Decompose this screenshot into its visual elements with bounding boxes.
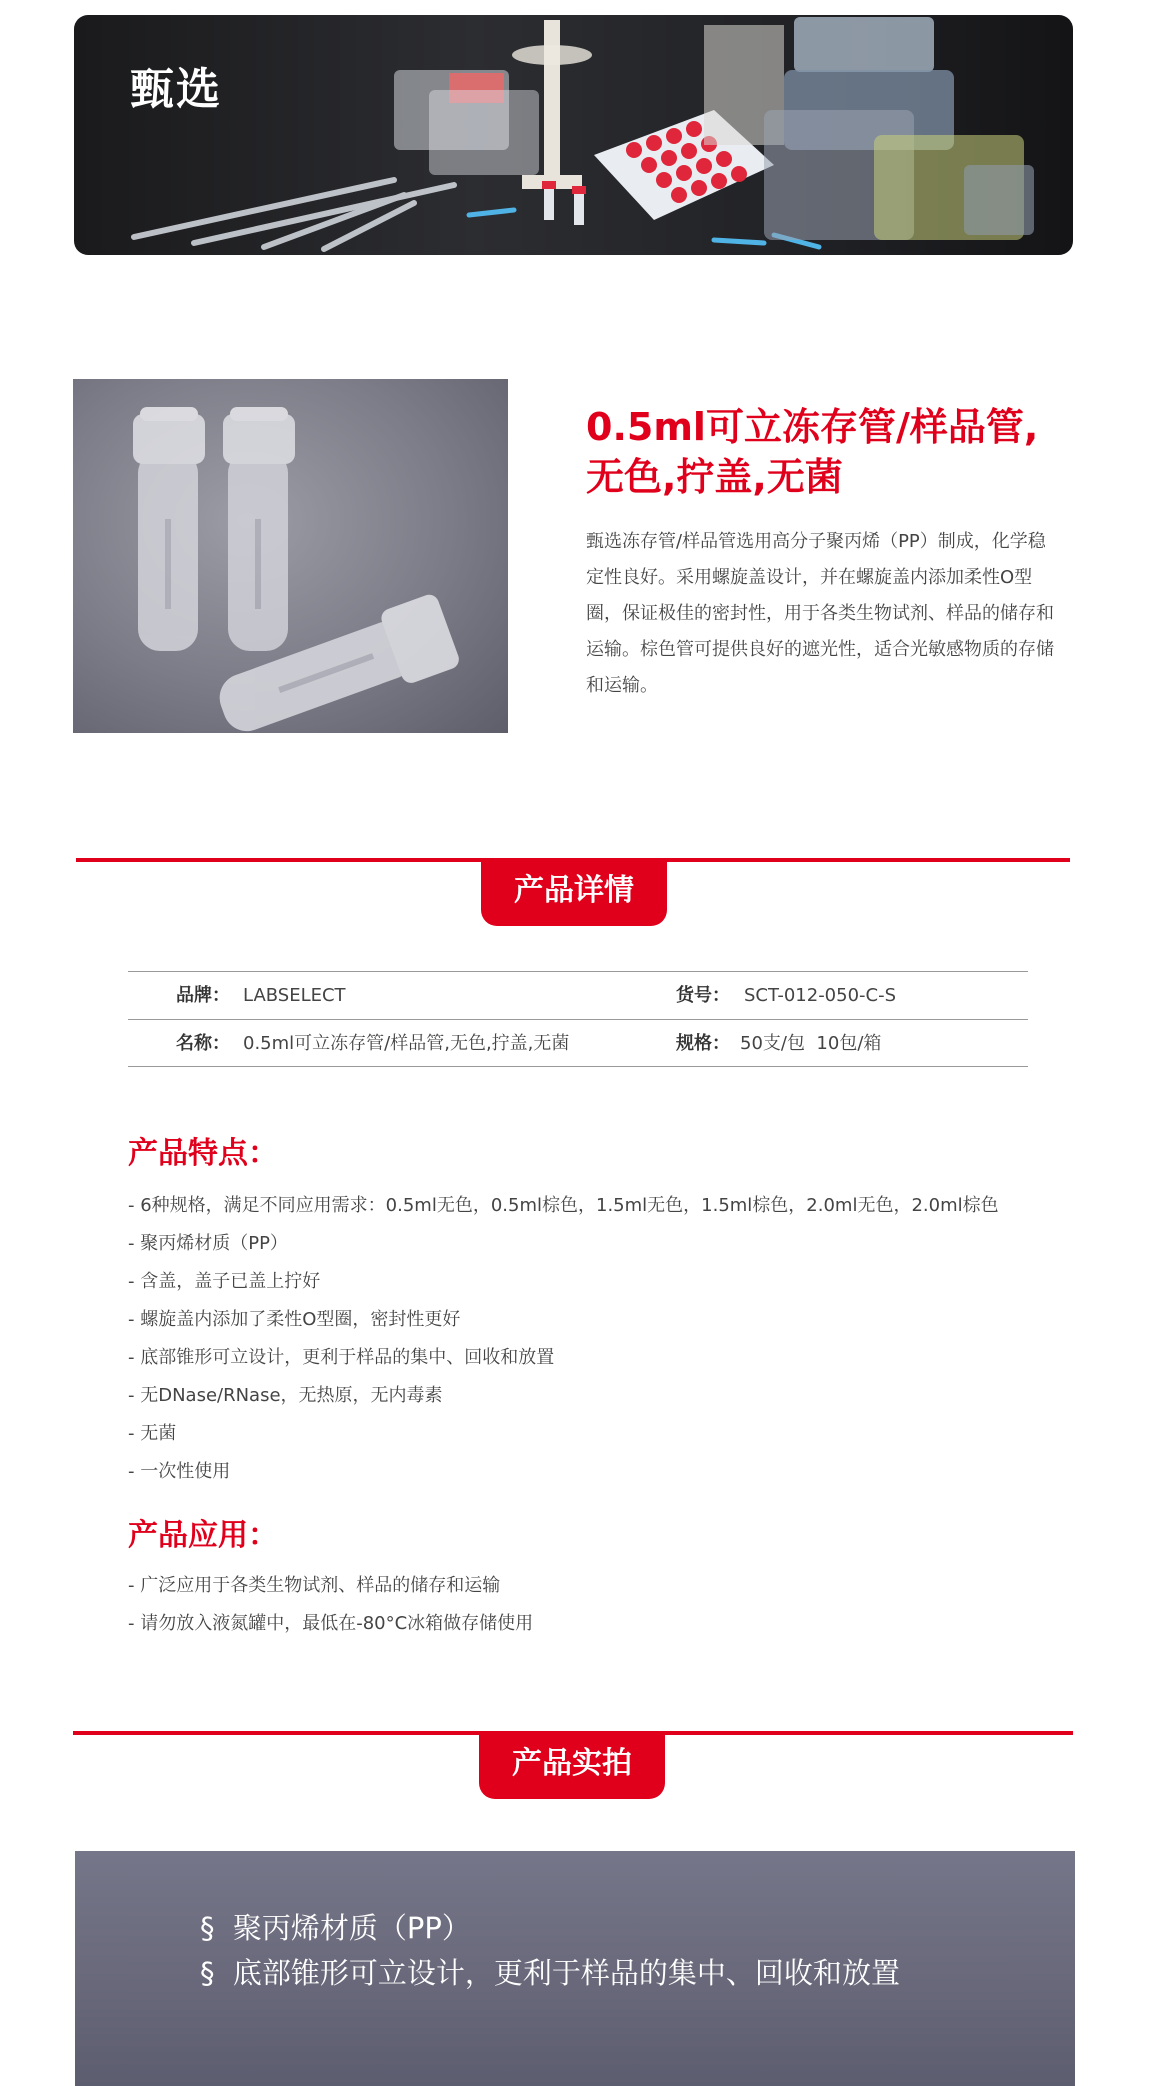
applications-list [128,1567,1088,1643]
list-item: § 底部锥形可立设计，更利于样品的集中、回收和放置 [200,1956,900,1990]
list-item: - 无DNase/RNase，无热原，无内毒素 [128,1385,443,1406]
product-photo-panel [75,1851,1075,2086]
product-info-table [128,971,1028,1067]
section-tab-details: 产品详情 [481,860,667,926]
list-item: § 聚丙烯材质（PP） [200,1911,471,1945]
sku-label: 货号： [676,985,730,1006]
brand-label: 品牌： [176,985,230,1006]
cryovial-illustration [73,379,508,733]
info-row-brand [128,971,1028,1019]
applications-heading: 产品应用： [128,1518,278,1553]
product-title: 0.5ml可立冻存管/样品管,无色,拧盖,无菌 [586,405,1039,499]
sku-value: SCT-012-050-C-S [744,985,897,1006]
list-item: - 请勿放入液氮罐中，最低在-80°C冰箱做存储使用 [128,1613,534,1634]
list-item: - 6种规格，满足不同应用需求：0.5ml无色，0.5ml棕色，1.5ml无色，1.5ml棕色，2.0ml无色，2.0ml棕色 [128,1195,999,1216]
section-tab-photos: 产品实拍 [479,1733,665,1799]
spec-label: 规格： [676,1033,730,1054]
features-list [128,1187,1088,1491]
product-photo [73,379,508,733]
banner [74,15,1073,255]
brand-value: LABSELECT [243,985,346,1006]
banner-product-illustration [74,15,1073,255]
list-item: - 聚丙烯材质（PP） [128,1233,288,1254]
list-item: - 螺旋盖内添加了柔性O型圈，密封性更好 [128,1309,461,1330]
brand-logo: 甄选 [130,64,222,115]
spec-value: 50支/包 10包/箱 [740,1033,882,1054]
list-item: - 含盖，盖子已盖上拧好 [128,1271,321,1292]
name-value: 0.5ml可立冻存管/样品管,无色,拧盖,无菌 [243,1033,570,1054]
name-label: 名称： [176,1033,230,1054]
list-item: - 一次性使用 [128,1461,231,1482]
photo-panel-list [200,1906,900,1996]
list-item: - 广泛应用于各类生物试剂、样品的储存和运输 [128,1575,501,1596]
product-description: 甄选冻存管/样品管选用高分子聚丙烯（PP）制成，化学稳定性良好。采用螺旋盖设计，并在螺旋盖内添加柔性O型圈，保证极佳的密封性，用于各类生物试剂、样品的储存和运输。棕色管可提供良好的遮光性，适合光敏感物质的存储和运输。 [586,531,1054,696]
features-heading: 产品特点： [128,1136,278,1171]
list-item: - 无菌 [128,1423,177,1444]
info-row-name [128,1019,1028,1067]
list-item: - 底部锥形可立设计，更利于样品的集中、回收和放置 [128,1347,555,1368]
